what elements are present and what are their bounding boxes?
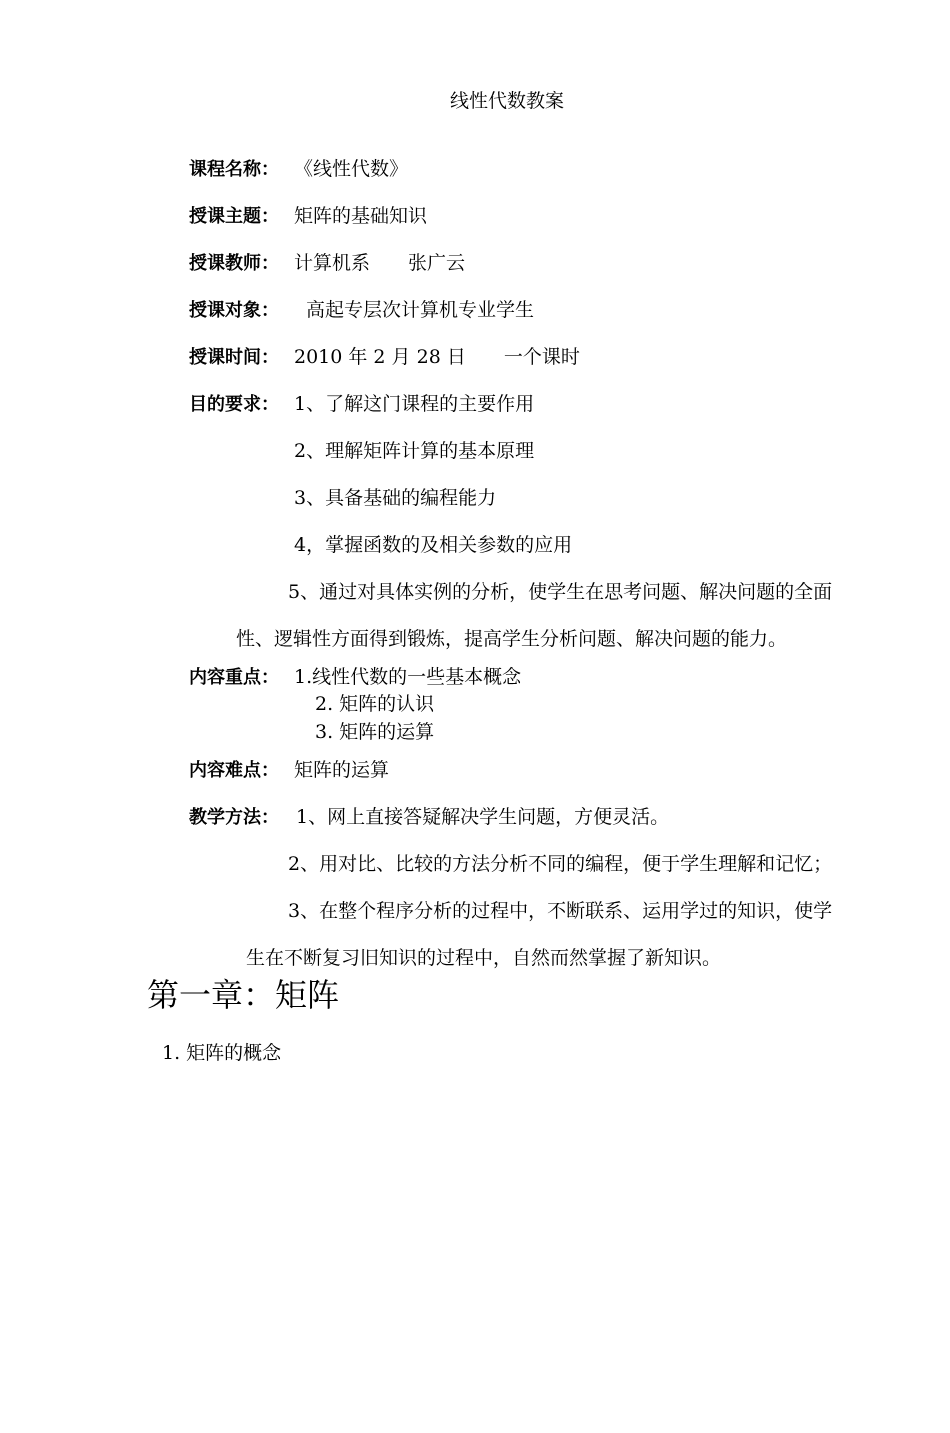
key-point-item: 3. 矩阵的运算 xyxy=(315,721,435,743)
course-value: 《线性代数》 xyxy=(294,158,409,180)
teacher-value: 计算机系 张广云 xyxy=(294,252,466,274)
method-item-continuation: 生在不断复习旧知识的过程中，自然而然掌握了新知识。 xyxy=(246,947,722,969)
goal-item-continuation: 性、逻辑性方面得到锻炼，提高学生分析问题、解决问题的能力。 xyxy=(236,628,788,650)
chapter-heading: 第一章：矩阵 xyxy=(147,976,340,1014)
key-point-item: 1.线性代数的一些基本概念 xyxy=(294,666,522,688)
teacher-label: 授课教师： xyxy=(189,253,279,274)
document-title: 线性代数教案 xyxy=(450,90,565,112)
method-item: 3、在整个程序分析的过程中，不断联系、运用学过的知识，使学 xyxy=(288,900,833,922)
audience-label: 授课对象： xyxy=(189,300,279,321)
method-item: 2、用对比、比较的方法分析不同的编程，便于学生理解和记忆； xyxy=(288,853,833,875)
goal-item: 1、了解这门课程的主要作用 xyxy=(294,393,535,415)
course-label: 课程名称： xyxy=(189,159,279,180)
goal-item: 2、理解矩阵计算的基本原理 xyxy=(294,440,535,462)
topic-label: 授课主题： xyxy=(189,206,279,227)
goal-item: 5、通过对具体实例的分析，使学生在思考问题、解决问题的全面 xyxy=(288,581,833,603)
topic-value: 矩阵的基础知识 xyxy=(294,205,428,227)
goal-item: 4，掌握函数的及相关参数的应用 xyxy=(294,534,573,556)
time-label: 授课时间： xyxy=(189,347,279,368)
audience-value: 高起专层次计算机专业学生 xyxy=(287,299,535,321)
method-item: 1、网上直接答疑解决学生问题，方便灵活。 xyxy=(296,806,670,828)
key-points-label: 内容重点： xyxy=(189,667,279,688)
time-value: 2010 年 2 月 28 日 一个课时 xyxy=(294,346,580,368)
difficulty-label: 内容难点： xyxy=(189,760,279,781)
section-heading: 1. 矩阵的概念 xyxy=(162,1042,282,1064)
goal-item: 3、具备基础的编程能力 xyxy=(294,487,497,509)
key-point-item: 2. 矩阵的认识 xyxy=(315,693,435,715)
goals-label: 目的要求： xyxy=(189,394,279,415)
methods-label: 教学方法： xyxy=(189,807,279,828)
difficulty-value: 矩阵的运算 xyxy=(294,759,390,781)
